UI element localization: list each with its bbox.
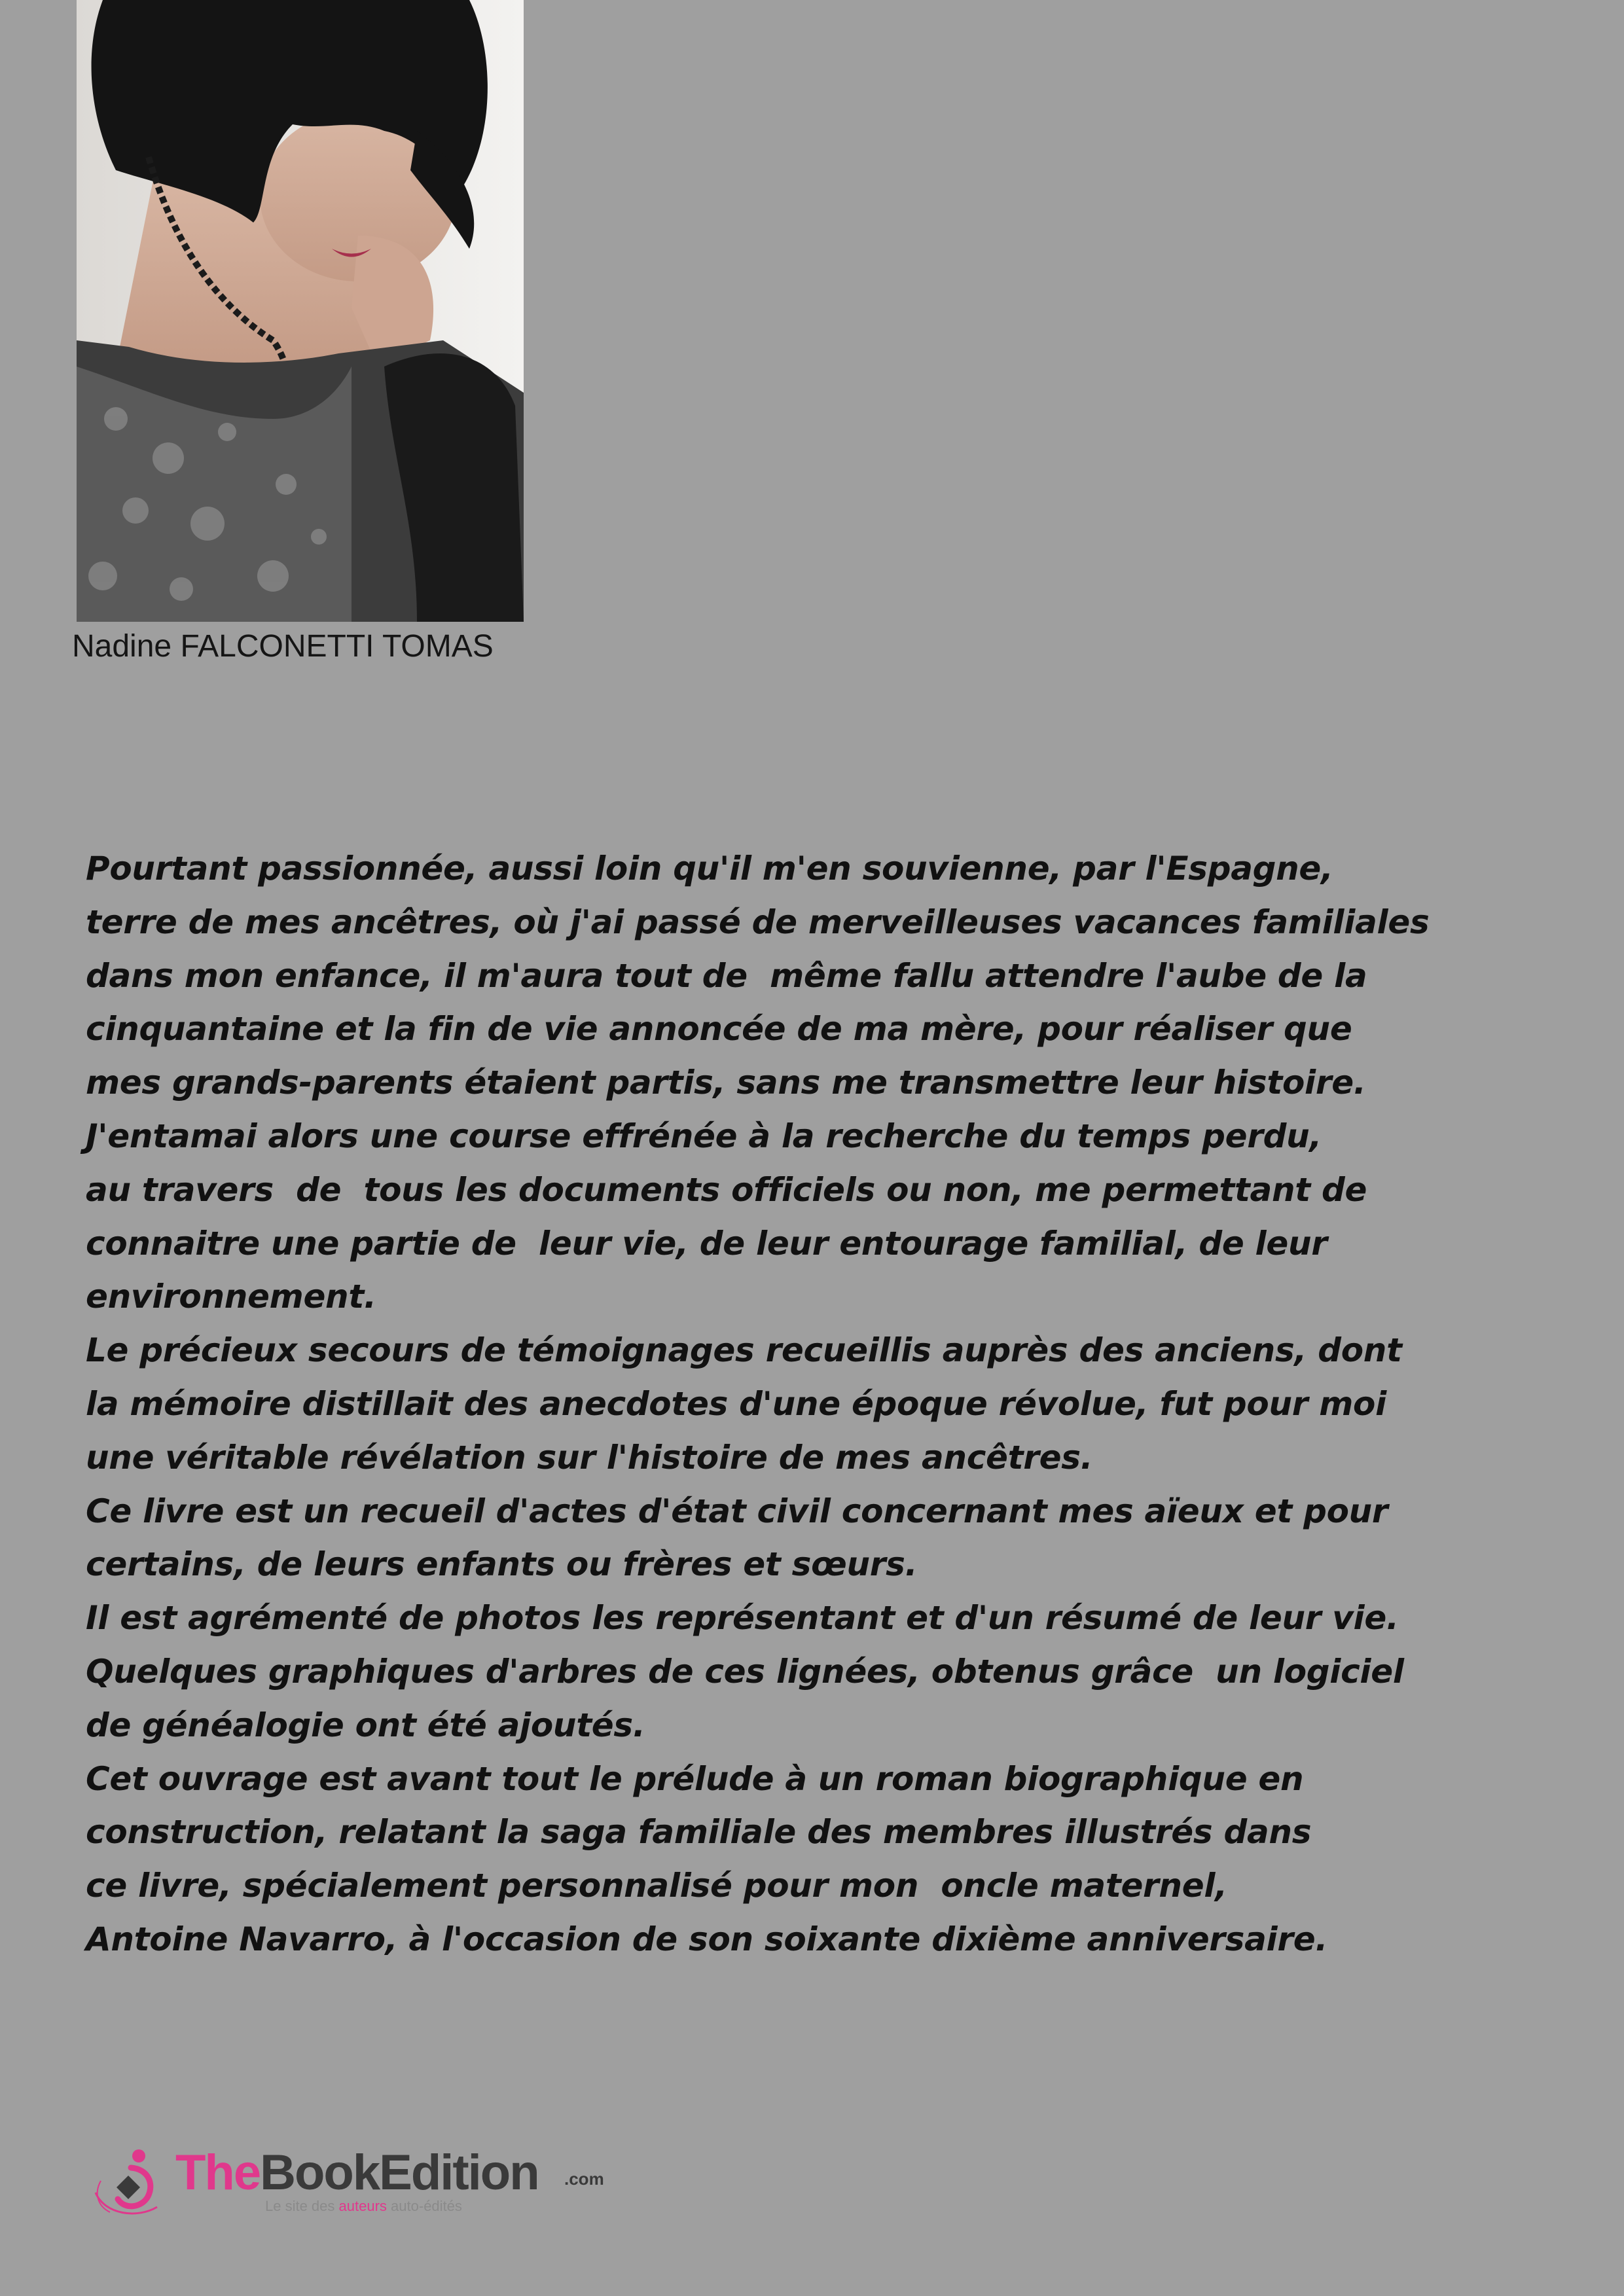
text-line: au travers de tous les documents officiels ou non, me permettant de	[86, 1170, 1367, 1209]
back-cover-text	[86, 842, 1559, 1967]
text-line: connaitre une partie de leur vie, de leur entourage familial, de leur	[86, 1224, 1327, 1263]
text-line: Antoine Navarro, à l'occasion de son soixante dixième anniversaire.	[86, 1920, 1328, 1958]
text-line: Il est agrémenté de photos les représentant et d'un résumé de leur vie.	[86, 1599, 1399, 1638]
text-line: environnement.	[86, 1278, 376, 1316]
text-line: terre de mes ancêtres, où j'ai passé de merveilleuses vacances familiales	[86, 903, 1430, 941]
tagline-accent: auteurs	[338, 2198, 387, 2214]
publisher-wordmark-book-edition: BookEdition	[260, 2145, 539, 2200]
text-line: Quelques graphiques d'arbres de ces lignées, obtenus grâce un logiciel	[86, 1652, 1404, 1691]
text-line: Le précieux secours de témoignages recueillis auprès des anciens, dont	[86, 1331, 1402, 1370]
publisher-logo	[92, 2140, 615, 2219]
text-line: Pourtant passionnée, aussi loin qu'il m'en souvienne, par l'Espagne,	[86, 850, 1333, 888]
text-line: Cet ouvrage est avant tout le prélude à un roman biographique en	[86, 1759, 1304, 1798]
text-line: une véritable révélation sur l'histoire de mes ancêtres.	[86, 1438, 1093, 1477]
publisher-logo-icon	[92, 2147, 170, 2219]
publisher-wordmark	[175, 2144, 539, 2201]
author-name: Nadine FALCONETTI TOMAS	[72, 629, 494, 664]
text-line: Ce livre est un recueil d'actes d'état civil concernant mes aïeux et pour	[86, 1492, 1388, 1530]
text-line: J'entamai alors une course effrénée à la recherche du temps perdu,	[86, 1117, 1322, 1155]
publisher-domain-suffix: .com	[564, 2169, 604, 2189]
text-line: la mémoire distillait des anecdotes d'une époque révolue, fut pour moi	[86, 1384, 1386, 1423]
tagline-prefix: Le site des	[265, 2198, 335, 2214]
text-line: cinquantaine et la fin de vie annoncée de ma mère, pour réaliser que	[86, 1010, 1352, 1049]
tagline-suffix: auto-édités	[391, 2198, 462, 2214]
text-line: ce livre, spécialement personnalisé pour mon oncle maternel,	[86, 1867, 1227, 1905]
publisher-tagline	[265, 2198, 462, 2215]
text-line: mes grands-parents étaient partis, sans me transmettre leur histoire.	[86, 1064, 1366, 1102]
author-portrait-illustration	[77, 0, 524, 622]
text-line: dans mon enfance, il m'aura tout de même fallu attendre l'aube de la	[86, 956, 1367, 995]
text-line: certains, de leurs enfants ou frères et sœurs.	[86, 1545, 918, 1584]
author-photo	[77, 0, 524, 622]
text-line: de généalogie ont été ajoutés.	[86, 1706, 645, 1744]
text-line: construction, relatant la saga familiale des membres illustrés dans	[86, 1813, 1312, 1852]
publisher-wordmark-the: The	[175, 2145, 261, 2200]
